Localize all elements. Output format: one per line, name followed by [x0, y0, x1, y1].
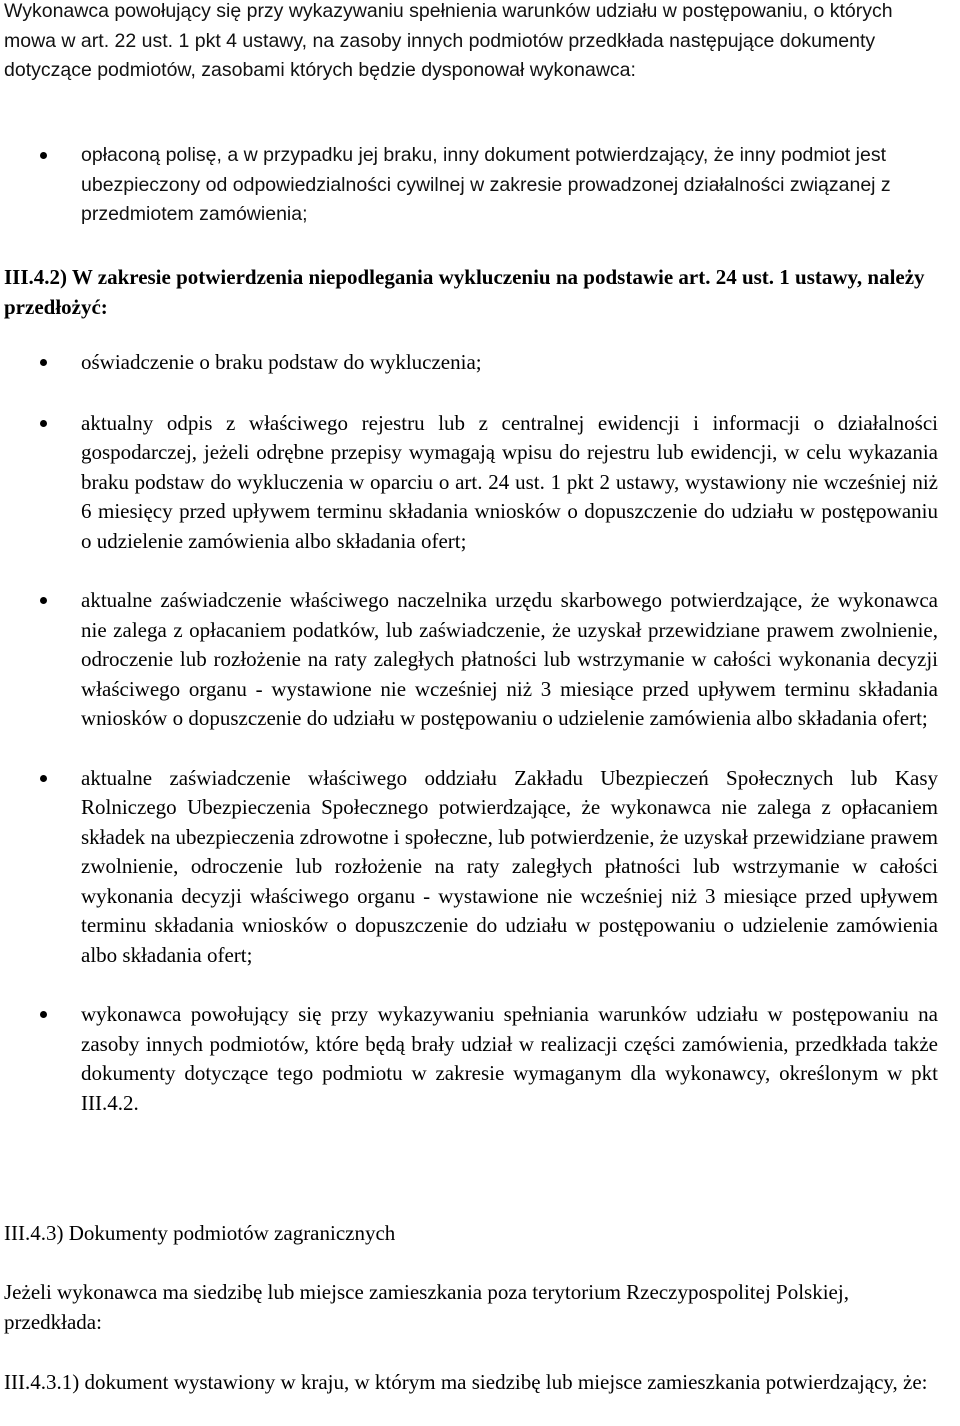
- bullet-icon: [40, 775, 47, 782]
- list-item-text: aktualne zaświadczenie właściwego oddziału Zakładu Ubezpieczeń Społecznych lub Kasy Rolniczego Ubezpieczenia Społecznego potwierdzające, że wykonawca nie zalega z opłacaniem składek na ubezpieczenia zdrowotne i społeczne, lub potwierdzenie, że uzyskał przewidziane prawem zwolnienie, odroczenie lub rozłożenie na raty zaległych płatności lub wstrzymanie w całości wykonania decyzji właściwego organu - wystawione nie wcześniej niż 3 miesiące przed upływem terminu składania wniosków o dopuszczenie do udziału w postępowaniu o udzielenie zamówienia albo składania ofert;: [81, 765, 938, 967]
- section-a-intro: Wykonawca powołujący się przy wykazywaniu spełnienia warunków udziału w postępowaniu, o których mowa w art. 22 ust. 1 pkt 4 ustawy, na zasoby innych podmiotów przedkłada następujące dokumenty dotyczące podmiotów, zasobami których będzie dysponował wykonawca:: [4, 0, 893, 81]
- list-item: [4, 764, 938, 971]
- bullet-icon: [40, 597, 47, 604]
- list-item: [4, 1000, 938, 1118]
- list-item: [4, 409, 938, 557]
- bullet-icon: [40, 152, 47, 159]
- list-item: [4, 141, 938, 230]
- section-b-list: [4, 348, 938, 1118]
- list-item-text: aktualne zaświadczenie właściwego naczelnika urzędu skarbowego potwierdzające, że wykonawca nie zalega z opłacaniem podatków, lub zaświadczenie, że uzyskał przewidziane prawem zwolnienie, odroczenie lub rozłożenie na raty zaległych płatności lub wstrzymanie w całości wykonania decyzji właściwego organu - wystawione nie wcześniej niż 3 miesiące przed upływem terminu składania wniosków o dopuszczenie do udziału w postępowaniu o udzielenie zamówienia albo składania ofert;: [81, 588, 938, 730]
- bullet-icon: [40, 420, 47, 427]
- list-item: [4, 586, 938, 734]
- list-item-text: aktualny odpis z właściwego rejestru lub z centralnej ewidencji i informacji o działalności gospodarczej, jeżeli odrębne przepisy wymagają wpisu do rejestru lub ewidencji, w celu wykazania braku podstaw do wykluczenia w oparciu o art. 24 ust. 1 pkt 2 ustawy, wystawiony nie wcześniej niż 6 miesięcy przed upływem terminu składania wniosków o dopuszczenie do udziału w postępowaniu o udzielenie zamówienia albo składania ofert;: [81, 410, 938, 553]
- section-c-subitem: III.4.3.1) dokument wystawiony w kraju, w którym ma siedzibę lub miejsce zamieszkania potwierdzający, że:: [4, 1370, 928, 1394]
- list-item-text: wykonawca powołujący się przy wykazywaniu spełniania warunków udziału w postępowaniu na zasoby innych podmiotów, które będą brały udział w realizacji części zamówienia, przedkłada także dokumenty dotyczące tego podmiotu w zakresie wymaganym dla wykonawcy, określonym w pkt III.4.2.: [81, 1002, 938, 1115]
- bullet-icon: [40, 1011, 47, 1018]
- list-item-text: oświadczenie o braku podstaw do wykluczenia;: [81, 350, 482, 374]
- section-a-list: [4, 141, 938, 230]
- section-c-heading: III.4.3) Dokumenty podmiotów zagranicznych: [4, 1221, 396, 1245]
- list-item-text: opłaconą polisę, a w przypadku jej braku, inny dokument potwierdzający, że inny podmiot jest ubezpieczony od odpowiedzialności cywilnej w zakresie prowadzonej działalności związanej z przedmiotem zamówienia;: [81, 144, 891, 225]
- section-c-intro: Jeżeli wykonawca ma siedzibę lub miejsce zamieszkania poza terytorium Rzeczypospolitej Polskiej, przedkłada:: [4, 1280, 849, 1334]
- section-b-heading: III.4.2) W zakresie potwierdzenia niepodlegania wykluczeniu na podstawie art. 24 ust. 1 ustawy, należy przedłożyć:: [4, 265, 925, 319]
- bullet-icon: [40, 359, 47, 366]
- list-item: [4, 348, 938, 378]
